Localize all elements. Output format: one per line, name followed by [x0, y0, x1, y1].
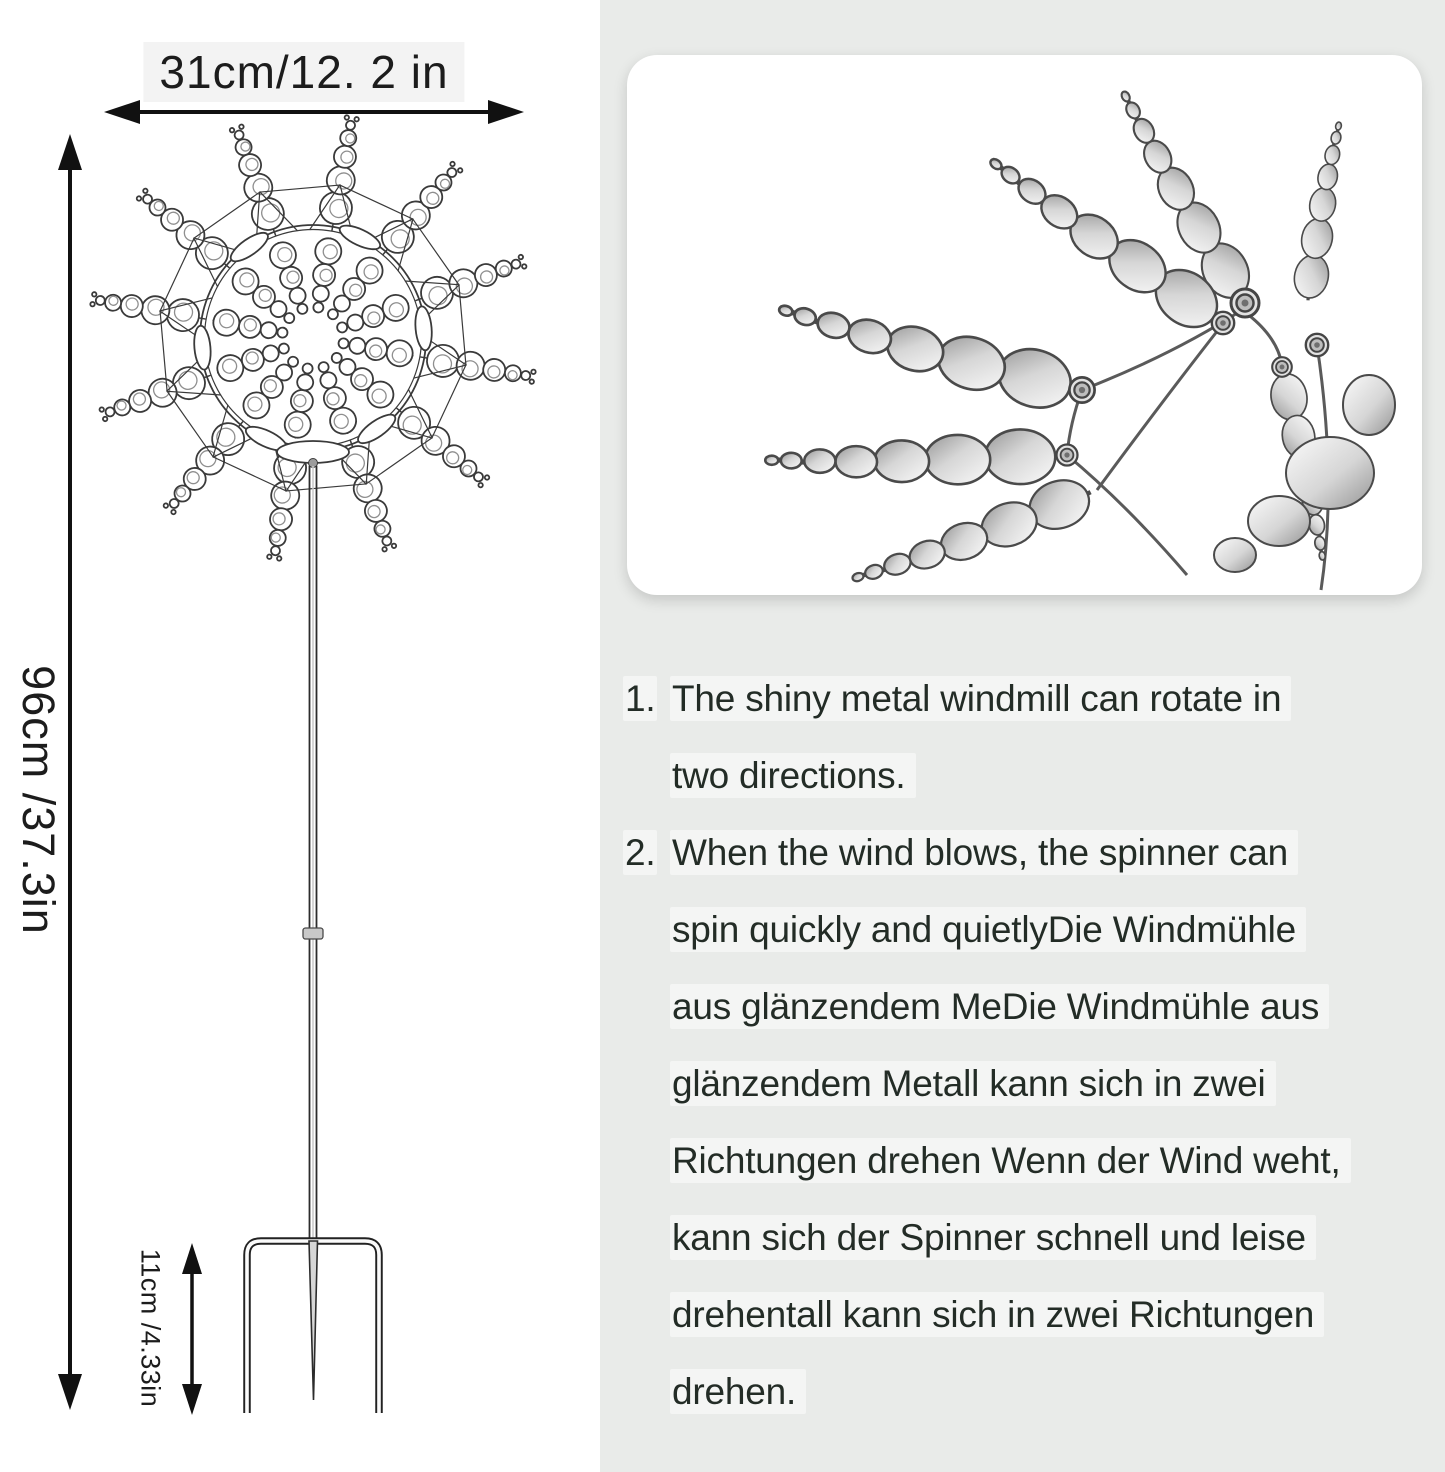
pole: [277, 441, 349, 1241]
list-text-line: spin quickly and quietlyDie Windmühle: [670, 891, 1423, 968]
list-item: [623, 814, 1423, 1430]
list-text-line: Richtungen drehen Wenn der Wind weht,: [670, 1122, 1423, 1199]
windmill-illustration: [0, 0, 600, 1472]
width-arrow-icon: [104, 100, 524, 124]
list-text-line: drehentall kann sich in zwei Richtungen: [670, 1276, 1423, 1353]
list-text-line: The shiny metal windmill can rotate in: [670, 660, 1423, 737]
stake-arrow-icon: [182, 1243, 202, 1415]
list-text-line: When the wind blows, the spinner can: [670, 814, 1423, 891]
detail-photo-card: [627, 55, 1422, 595]
list-text-line: kann sich der Spinner schnell und leise: [670, 1199, 1423, 1276]
list-text-line: drehen.: [670, 1353, 1423, 1430]
dimension-diagram: [0, 0, 600, 1472]
list-text-line: glänzendem Metall kann sich in zwei: [670, 1045, 1423, 1122]
stake-dimension-label: 11cm /4.33in: [135, 1248, 166, 1408]
info-panel: [600, 0, 1445, 1472]
ground-stake: [247, 1241, 379, 1413]
list-text-line: two directions.: [670, 737, 1423, 814]
list-text-line: aus glänzendem MeDie Windmühle aus: [670, 968, 1423, 1045]
list-item: [623, 660, 1423, 814]
height-dimension-label: 96cm /37.3in: [13, 665, 64, 935]
spinner-detail-photo: [627, 55, 1422, 595]
width-dimension-label: 31cm/12. 2 in: [143, 42, 464, 102]
list-number: 2.: [625, 832, 656, 873]
feature-list: [623, 660, 1423, 1430]
list-number: 1.: [625, 678, 656, 719]
